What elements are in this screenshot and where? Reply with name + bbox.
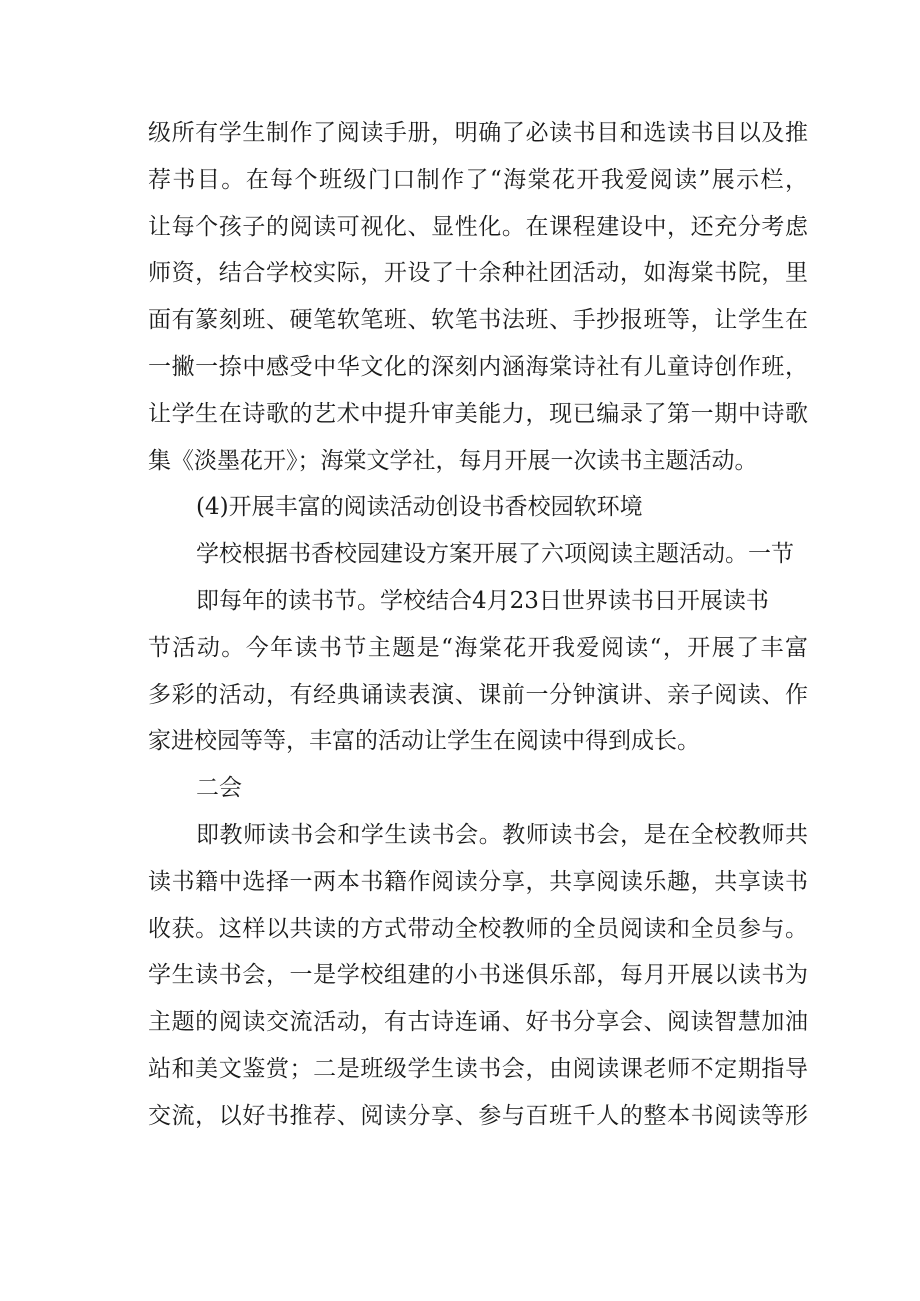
text-line: 学校根据书香校园建设方案开展了六项阅读主题活动。一节 xyxy=(196,541,794,568)
text-line: 师资，结合学校实际，开设了十余种社团活动，如海棠书院，里 xyxy=(148,260,808,287)
text-line: 学生读书会，一是学校组建的小书迷俱乐部，每月开展以读书为 xyxy=(148,962,808,989)
text-line: 集《淡墨花开》；海棠文学社，每月开展一次读书主题活动。 xyxy=(148,447,758,474)
text-line: 交流，以好书推荐、阅读分享、参与百班千人的整本书阅读等形 xyxy=(148,1102,808,1129)
text-line: 多彩的活动，有经典诵读表演、课前一分钟演讲、亲子阅读、作 xyxy=(148,681,808,708)
text-line: 站和美文鉴赏；二是班级学生读书会，由阅读课老师不定期指导 xyxy=(148,1055,808,1082)
text-line: 让每个孩子的阅读可视化、显性化。在课程建设中，还充分考虑 xyxy=(148,213,808,240)
text-line: 级所有学生制作了阅读手册，明确了必读书目和选读书目以及推 xyxy=(148,120,808,146)
text-line: 让学生在诗歌的艺术中提升审美能力，现已编录了第一期中诗歌 xyxy=(148,400,808,427)
text-line: 家进校园等等，丰富的活动让学生在阅读中得到成长。 xyxy=(148,728,700,755)
text-line: (4)开展丰富的阅读活动创设书香校园软环境 xyxy=(196,494,643,521)
text-line: 荐书目。在每个班级门口制作了“海棠花开我爱阅读”展示栏， xyxy=(148,166,808,193)
text-line: 即每年的读书节。学校结合4月23日世界读书日开展读书 xyxy=(196,587,769,614)
text-line: 主题的阅读交流活动，有古诗连诵、好书分享会、阅读智慧加油 xyxy=(148,1009,808,1036)
text-line: 一撇一捺中感受中华文化的深刻内涵海棠诗社有儿童诗创作班， xyxy=(148,353,808,380)
text-line: 面有篆刻班、硬笔软笔班、软笔书法班、手抄报班等，让学生在 xyxy=(148,307,808,334)
text-line: 节活动。今年读书节主题是“海棠花开我爱阅读“，开展了丰富 xyxy=(148,634,808,661)
text-line: 读书籍中选择一两本书籍作阅读分享，共享阅读乐趣，共享读书 xyxy=(148,868,808,895)
body-text xyxy=(148,110,808,1140)
text-line: 即教师读书会和学生读书会。教师读书会，是在全校教师共 xyxy=(196,821,808,848)
text-line: 收获。这样以共读的方式带动全校教师的全员阅读和全员参与。 xyxy=(148,915,808,942)
text-line: 二会 xyxy=(196,775,242,802)
